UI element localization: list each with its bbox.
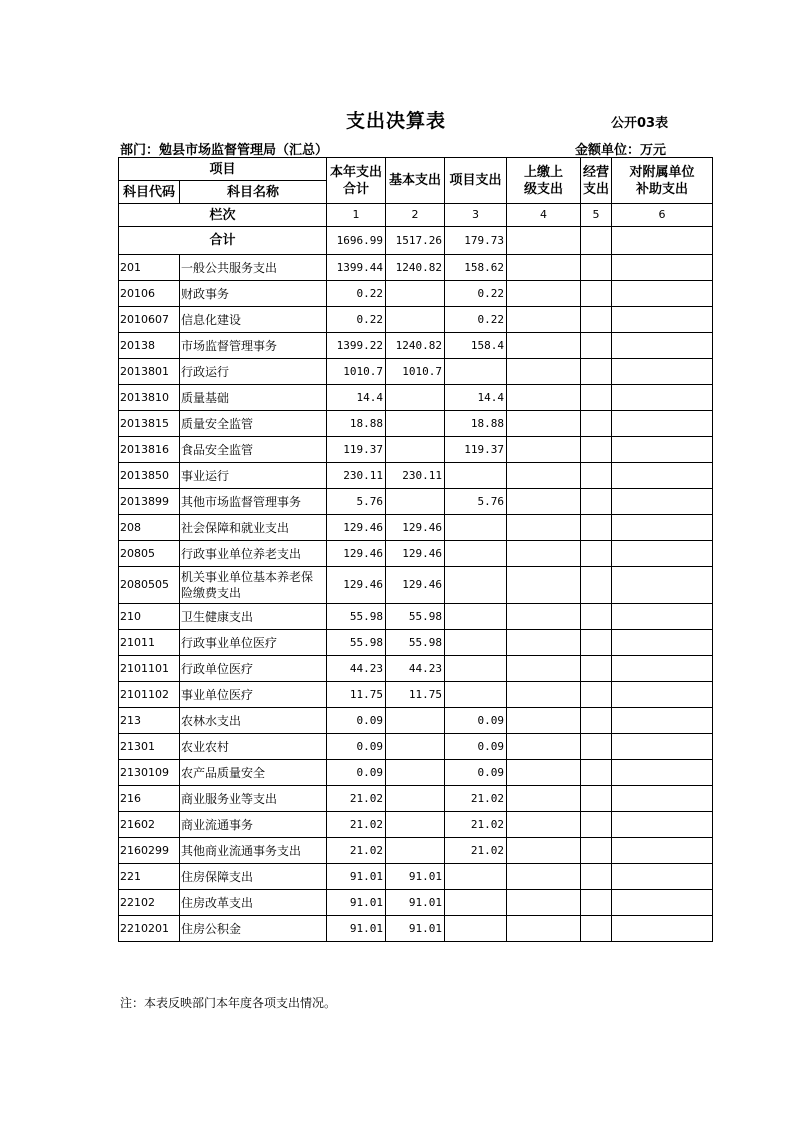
empty-cell: [612, 281, 713, 307]
project-amount: [445, 463, 507, 489]
total-amount: 1399.44: [327, 255, 386, 281]
expenditure-table: [118, 157, 713, 942]
subject-code: 2013801: [119, 359, 180, 385]
empty-cell: [612, 255, 713, 281]
project-amount: 14.4: [445, 385, 507, 411]
header-row-1: [119, 158, 713, 181]
column-index: 5: [581, 204, 612, 227]
empty-cell: [612, 359, 713, 385]
total-amount: 91.01: [327, 864, 386, 890]
empty-cell: [581, 916, 612, 942]
empty-cell: [612, 227, 713, 255]
subject-name: 住房保障支出: [180, 864, 327, 890]
empty-cell: [612, 682, 713, 708]
empty-cell: [507, 890, 581, 916]
empty-cell: [507, 734, 581, 760]
empty-cell: [507, 916, 581, 942]
subject-name: 一般公共服务支出: [180, 255, 327, 281]
project-amount: 18.88: [445, 411, 507, 437]
subject-name: 行政运行: [180, 359, 327, 385]
empty-cell: [507, 515, 581, 541]
empty-cell: [507, 281, 581, 307]
table-row: [119, 411, 713, 437]
total-amount: 0.09: [327, 760, 386, 786]
empty-cell: [507, 411, 581, 437]
subject-name: 信息化建设: [180, 307, 327, 333]
basic-amount: [386, 489, 445, 515]
basic-amount: 1010.7: [386, 359, 445, 385]
subject-code: 2013816: [119, 437, 180, 463]
table-row: [119, 567, 713, 604]
header-name: 科目名称: [180, 181, 327, 204]
project-amount: 0.09: [445, 760, 507, 786]
subject-code: 2101101: [119, 656, 180, 682]
subject-name: 农业农村: [180, 734, 327, 760]
table-row: [119, 656, 713, 682]
subject-name: 机关事业单位基本养老保险缴费支出: [180, 567, 327, 604]
basic-amount: 91.01: [386, 916, 445, 942]
basic-amount: 230.11: [386, 463, 445, 489]
subject-name: 质量基础: [180, 385, 327, 411]
total-amount: 21.02: [327, 812, 386, 838]
header-subsidy: 对附属单位补助支出: [612, 158, 713, 204]
basic-amount: [386, 786, 445, 812]
empty-cell: [612, 515, 713, 541]
empty-cell: [507, 359, 581, 385]
project-amount: [445, 916, 507, 942]
subject-code: 210: [119, 604, 180, 630]
empty-cell: [612, 604, 713, 630]
table-row: [119, 541, 713, 567]
empty-cell: [581, 708, 612, 734]
subject-code: 201: [119, 255, 180, 281]
table-row: [119, 437, 713, 463]
project-amount: 158.62: [445, 255, 507, 281]
column-index: 6: [612, 204, 713, 227]
empty-cell: [507, 541, 581, 567]
total-amount: 55.98: [327, 630, 386, 656]
empty-cell: [612, 656, 713, 682]
column-index: 2: [386, 204, 445, 227]
empty-cell: [581, 812, 612, 838]
empty-cell: [507, 812, 581, 838]
project-amount: [445, 359, 507, 385]
header-basic: 基本支出: [386, 158, 445, 204]
basic-amount: 129.46: [386, 567, 445, 604]
project-amount: 21.02: [445, 786, 507, 812]
total-amount: 1010.7: [327, 359, 386, 385]
total-amount: 129.46: [327, 567, 386, 604]
amount-unit-label: 金额单位：万元: [575, 143, 667, 158]
table-row: [119, 463, 713, 489]
subject-name: 事业单位医疗: [180, 682, 327, 708]
subject-code: 21011: [119, 630, 180, 656]
empty-cell: [612, 708, 713, 734]
total-amount: 11.75: [327, 682, 386, 708]
department-label: 部门：勉县市场监督管理局（汇总）: [120, 143, 329, 158]
subject-code: 2013899: [119, 489, 180, 515]
table-row: [119, 385, 713, 411]
header-business: 经营支出: [581, 158, 612, 204]
total-project: 179.73: [445, 227, 507, 255]
subject-name: 其他市场监督管理事务: [180, 489, 327, 515]
empty-cell: [507, 630, 581, 656]
empty-cell: [581, 656, 612, 682]
subject-name: 财政事务: [180, 281, 327, 307]
empty-cell: [612, 838, 713, 864]
empty-cell: [507, 437, 581, 463]
subject-name: 农产品质量安全: [180, 760, 327, 786]
empty-cell: [612, 812, 713, 838]
basic-amount: 11.75: [386, 682, 445, 708]
subject-code: 2013815: [119, 411, 180, 437]
subject-code: 20805: [119, 541, 180, 567]
basic-amount: [386, 307, 445, 333]
subject-code: 216: [119, 786, 180, 812]
project-amount: [445, 515, 507, 541]
total-amount: 129.46: [327, 515, 386, 541]
project-amount: 21.02: [445, 838, 507, 864]
total-basic: 1517.26: [386, 227, 445, 255]
project-amount: [445, 890, 507, 916]
subject-code: 2130109: [119, 760, 180, 786]
project-amount: 119.37: [445, 437, 507, 463]
table-row: [119, 760, 713, 786]
table-row: [119, 916, 713, 942]
table-row: [119, 838, 713, 864]
column-label: 栏次: [119, 204, 327, 227]
subject-code: 2010607: [119, 307, 180, 333]
table-row: [119, 734, 713, 760]
empty-cell: [581, 463, 612, 489]
total-amount: 91.01: [327, 916, 386, 942]
empty-cell: [507, 864, 581, 890]
empty-cell: [581, 864, 612, 890]
subject-code: 2080505: [119, 567, 180, 604]
empty-cell: [507, 489, 581, 515]
table-row: [119, 812, 713, 838]
empty-cell: [612, 333, 713, 359]
project-amount: [445, 604, 507, 630]
total-amount: 18.88: [327, 411, 386, 437]
subject-name: 商业服务业等支出: [180, 786, 327, 812]
total-amount: 44.23: [327, 656, 386, 682]
empty-cell: [507, 227, 581, 255]
table-row: [119, 682, 713, 708]
basic-amount: [386, 760, 445, 786]
subject-name: 行政事业单位医疗: [180, 630, 327, 656]
basic-amount: [386, 385, 445, 411]
empty-cell: [581, 890, 612, 916]
empty-cell: [507, 255, 581, 281]
empty-cell: [612, 385, 713, 411]
empty-cell: [612, 864, 713, 890]
total-label: 合计: [119, 227, 327, 255]
empty-cell: [507, 333, 581, 359]
empty-cell: [581, 307, 612, 333]
column-index: 1: [327, 204, 386, 227]
empty-cell: [507, 567, 581, 604]
project-amount: [445, 864, 507, 890]
empty-cell: [507, 682, 581, 708]
subject-code: 2210201: [119, 916, 180, 942]
empty-cell: [507, 656, 581, 682]
subject-code: 2013850: [119, 463, 180, 489]
subject-code: 2101102: [119, 682, 180, 708]
table-row: [119, 489, 713, 515]
header-project-expense: 项目支出: [445, 158, 507, 204]
basic-amount: [386, 708, 445, 734]
project-amount: 158.4: [445, 333, 507, 359]
basic-amount: 129.46: [386, 541, 445, 567]
table-row: [119, 786, 713, 812]
project-amount: [445, 541, 507, 567]
empty-cell: [507, 463, 581, 489]
basic-amount: 129.46: [386, 515, 445, 541]
total-amount: 91.01: [327, 890, 386, 916]
empty-cell: [612, 411, 713, 437]
subject-name: 农林水支出: [180, 708, 327, 734]
table-body: [119, 255, 713, 942]
empty-cell: [581, 682, 612, 708]
empty-cell: [581, 760, 612, 786]
column-index: 4: [507, 204, 581, 227]
table-row: [119, 708, 713, 734]
empty-cell: [507, 838, 581, 864]
empty-cell: [581, 385, 612, 411]
empty-cell: [581, 255, 612, 281]
subject-name: 其他商业流通事务支出: [180, 838, 327, 864]
empty-cell: [581, 734, 612, 760]
empty-cell: [612, 541, 713, 567]
project-amount: [445, 656, 507, 682]
empty-cell: [612, 916, 713, 942]
basic-amount: [386, 734, 445, 760]
subject-code: 20138: [119, 333, 180, 359]
project-amount: 5.76: [445, 489, 507, 515]
empty-cell: [581, 541, 612, 567]
header-upper: 上缴上级支出: [507, 158, 581, 204]
empty-cell: [581, 489, 612, 515]
empty-cell: [581, 786, 612, 812]
empty-cell: [581, 437, 612, 463]
project-amount: 0.09: [445, 708, 507, 734]
basic-amount: [386, 411, 445, 437]
empty-cell: [612, 630, 713, 656]
total-amount: 0.09: [327, 734, 386, 760]
project-amount: [445, 567, 507, 604]
subject-code: 213: [119, 708, 180, 734]
empty-cell: [612, 786, 713, 812]
empty-cell: [581, 281, 612, 307]
header-total: 本年支出合计: [327, 158, 386, 204]
table-row: [119, 604, 713, 630]
header-code: 科目代码: [119, 181, 180, 204]
table-row: [119, 359, 713, 385]
empty-cell: [612, 463, 713, 489]
table-row: [119, 307, 713, 333]
total-amount: 1696.99: [327, 227, 386, 255]
subject-code: 221: [119, 864, 180, 890]
subject-name: 住房公积金: [180, 916, 327, 942]
project-amount: [445, 630, 507, 656]
empty-cell: [581, 630, 612, 656]
total-amount: 230.11: [327, 463, 386, 489]
total-row: [119, 227, 713, 255]
basic-amount: 91.01: [386, 864, 445, 890]
empty-cell: [581, 359, 612, 385]
page-title: 支出决算表: [345, 110, 446, 132]
empty-cell: [507, 786, 581, 812]
subject-name: 食品安全监管: [180, 437, 327, 463]
subject-name: 商业流通事务: [180, 812, 327, 838]
total-amount: 129.46: [327, 541, 386, 567]
table-row: [119, 281, 713, 307]
subject-code: 21301: [119, 734, 180, 760]
total-amount: 14.4: [327, 385, 386, 411]
total-amount: 0.22: [327, 307, 386, 333]
subject-code: 2013810: [119, 385, 180, 411]
basic-amount: 55.98: [386, 604, 445, 630]
basic-amount: 1240.82: [386, 333, 445, 359]
header-project: 项目: [119, 158, 327, 181]
empty-cell: [507, 604, 581, 630]
subject-name: 质量安全监管: [180, 411, 327, 437]
subject-name: 住房改革支出: [180, 890, 327, 916]
project-amount: 0.09: [445, 734, 507, 760]
total-amount: 0.22: [327, 281, 386, 307]
total-amount: 1399.22: [327, 333, 386, 359]
empty-cell: [581, 604, 612, 630]
total-amount: 0.09: [327, 708, 386, 734]
empty-cell: [581, 567, 612, 604]
subject-code: 22102: [119, 890, 180, 916]
total-amount: 55.98: [327, 604, 386, 630]
empty-cell: [612, 890, 713, 916]
basic-amount: 1240.82: [386, 255, 445, 281]
empty-cell: [612, 307, 713, 333]
empty-cell: [612, 760, 713, 786]
project-amount: [445, 682, 507, 708]
basic-amount: 44.23: [386, 656, 445, 682]
empty-cell: [581, 838, 612, 864]
empty-cell: [612, 734, 713, 760]
subject-code: 2160299: [119, 838, 180, 864]
project-amount: 0.22: [445, 281, 507, 307]
table-row: [119, 630, 713, 656]
subject-name: 行政单位医疗: [180, 656, 327, 682]
empty-cell: [507, 307, 581, 333]
total-amount: 119.37: [327, 437, 386, 463]
empty-cell: [581, 227, 612, 255]
empty-cell: [507, 385, 581, 411]
basic-amount: [386, 838, 445, 864]
empty-cell: [507, 760, 581, 786]
empty-cell: [581, 333, 612, 359]
basic-amount: 91.01: [386, 890, 445, 916]
project-amount: 0.22: [445, 307, 507, 333]
table-row: [119, 333, 713, 359]
subject-code: 208: [119, 515, 180, 541]
column-index-row: [119, 204, 713, 227]
empty-cell: [612, 437, 713, 463]
empty-cell: [507, 708, 581, 734]
subject-name: 市场监督管理事务: [180, 333, 327, 359]
subject-code: 20106: [119, 281, 180, 307]
project-amount: 21.02: [445, 812, 507, 838]
subject-code: 21602: [119, 812, 180, 838]
subject-name: 行政事业单位养老支出: [180, 541, 327, 567]
basic-amount: [386, 437, 445, 463]
empty-cell: [612, 489, 713, 515]
basic-amount: 55.98: [386, 630, 445, 656]
form-number: 公开03表: [611, 116, 669, 131]
subject-name: 事业运行: [180, 463, 327, 489]
empty-cell: [581, 411, 612, 437]
table-row: [119, 515, 713, 541]
subject-name: 社会保障和就业支出: [180, 515, 327, 541]
table-row: [119, 890, 713, 916]
footnote: 注：本表反映部门本年度各项支出情况。: [120, 996, 337, 1010]
table-row: [119, 255, 713, 281]
subject-name: 卫生健康支出: [180, 604, 327, 630]
total-amount: 5.76: [327, 489, 386, 515]
table-row: [119, 864, 713, 890]
total-amount: 21.02: [327, 838, 386, 864]
column-index: 3: [445, 204, 507, 227]
total-amount: 21.02: [327, 786, 386, 812]
basic-amount: [386, 281, 445, 307]
empty-cell: [581, 515, 612, 541]
basic-amount: [386, 812, 445, 838]
empty-cell: [612, 567, 713, 604]
